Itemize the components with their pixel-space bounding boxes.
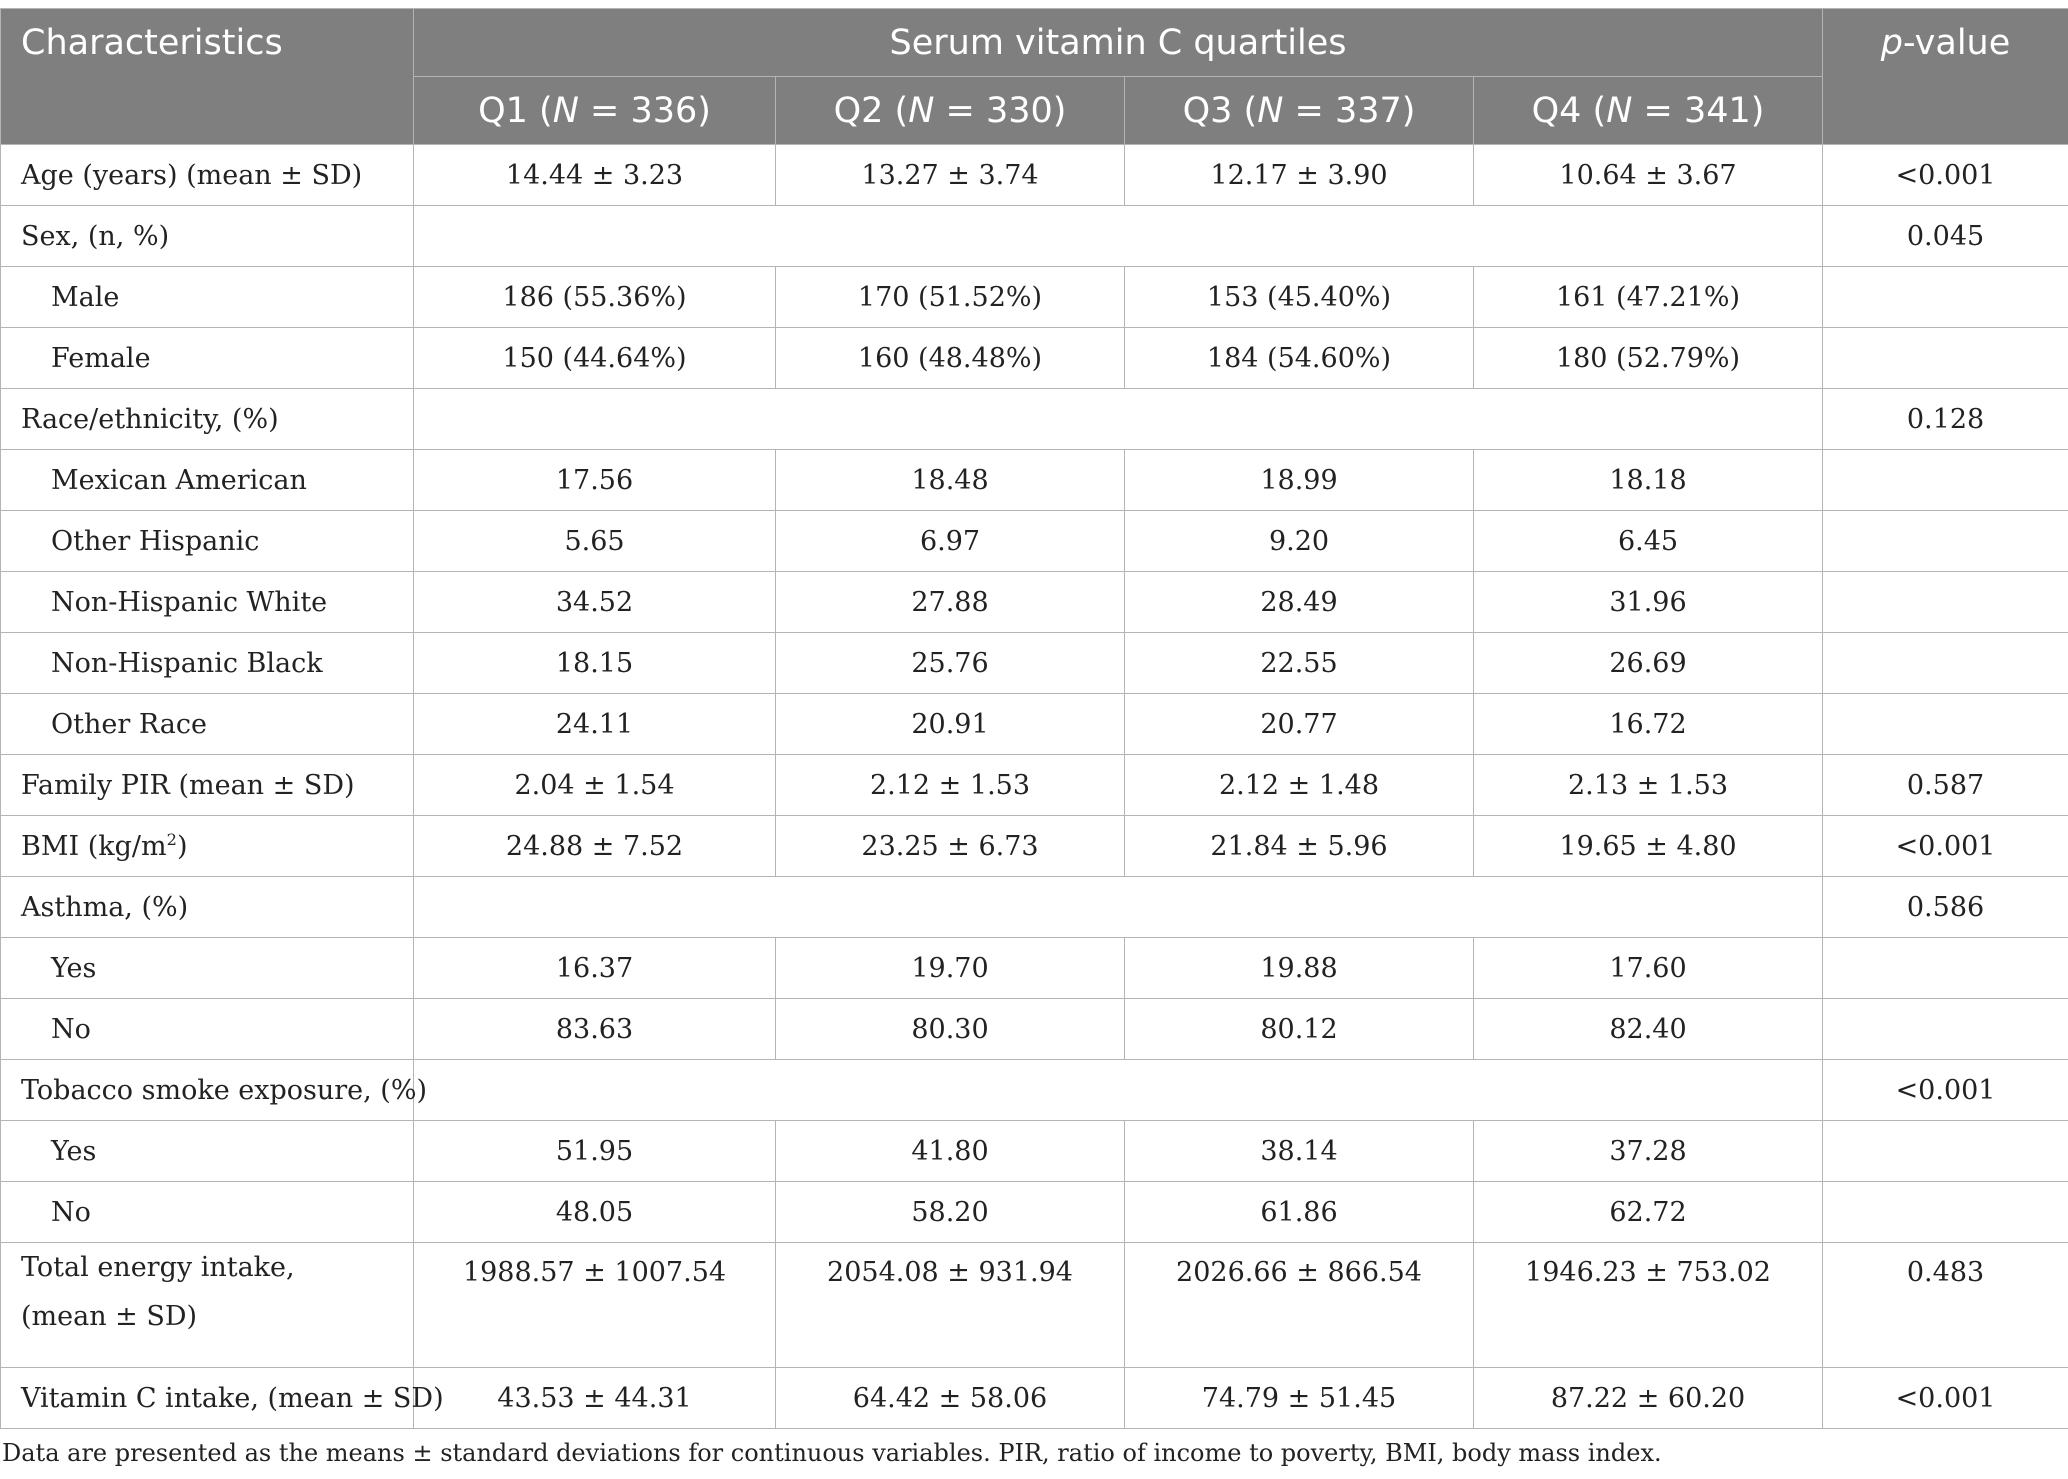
row-label-text: Family PIR (mean ± SD) — [21, 769, 355, 801]
row-label — [1, 1243, 414, 1368]
row-label-text: Female — [51, 342, 151, 374]
q2-value-cell: 41.80 — [776, 1121, 1125, 1182]
table-row — [1, 938, 2068, 999]
row-label-text: Male — [51, 281, 120, 313]
row-label-text: Tobacco smoke exposure, (%) — [21, 1074, 428, 1106]
row-label — [1, 1182, 414, 1243]
row-label-text: Yes — [51, 952, 97, 984]
q1-value-cell: 83.63 — [414, 999, 776, 1060]
group-spacer-cell — [414, 206, 1823, 267]
table-row — [1, 450, 2068, 511]
table-row — [1, 999, 2068, 1060]
row-label-text: No — [51, 1013, 91, 1045]
quartile-n: 337 — [1334, 90, 1402, 131]
row-label-text: Sex, (n, %) — [21, 220, 170, 252]
quartile-n: 341 — [1683, 90, 1751, 131]
q4-value-cell: 31.96 — [1474, 572, 1823, 633]
q4-value-cell: 18.18 — [1474, 450, 1823, 511]
p-value-cell — [1823, 1121, 2068, 1182]
table-row — [1, 877, 2068, 938]
p-value-cell — [1823, 1182, 2068, 1243]
table-row — [1, 816, 2068, 877]
row-label — [1, 450, 414, 511]
q2-value-cell: 2.12 ± 1.53 — [776, 755, 1125, 816]
row-label — [1, 816, 414, 877]
paren-close: ) — [1052, 90, 1067, 131]
p-value-cell: 0.045 — [1823, 206, 2068, 267]
p-value-cell — [1823, 938, 2068, 999]
q4-value-cell: 62.72 — [1474, 1182, 1823, 1243]
q4-value-cell: 82.40 — [1474, 999, 1823, 1060]
table-row — [1, 328, 2068, 389]
row-label — [1, 633, 414, 694]
q2-value-cell: 64.42 ± 58.06 — [776, 1368, 1125, 1429]
q3-value-cell: 38.14 — [1125, 1121, 1474, 1182]
n-symbol: N — [908, 90, 935, 131]
q3-value-cell: 9.20 — [1125, 511, 1474, 572]
row-label-line2: (mean ± SD) — [21, 1301, 198, 1332]
q3-value-cell: 2.12 ± 1.48 — [1125, 755, 1474, 816]
paren-open: ( — [883, 90, 909, 131]
q1-value-cell: 43.53 ± 44.31 — [414, 1368, 776, 1429]
q3-value-cell: 12.17 ± 3.90 — [1125, 145, 1474, 206]
q1-value-cell: 150 (44.64%) — [414, 328, 776, 389]
table-row — [1, 1368, 2068, 1429]
p-value-header-p: p — [1880, 23, 1903, 63]
p-value-cell: <0.001 — [1823, 1368, 2068, 1429]
q3-value-cell: 2026.66 ± 866.54 — [1125, 1243, 1474, 1368]
q3-value-cell: 74.79 ± 51.45 — [1125, 1368, 1474, 1429]
row-label — [1, 145, 414, 206]
table-row — [1, 755, 2068, 816]
q3-value-cell: 21.84 ± 5.96 — [1125, 816, 1474, 877]
q1-value-cell: 34.52 — [414, 572, 776, 633]
row-label — [1, 389, 414, 450]
q4-value-cell: 10.64 ± 3.67 — [1474, 145, 1823, 206]
equals-sign: = — [934, 90, 986, 131]
q1-value-cell: 17.56 — [414, 450, 776, 511]
characteristics-table — [0, 8, 2068, 1429]
q2-value-cell: 6.97 — [776, 511, 1125, 572]
row-label-suffix: ) — [176, 831, 188, 862]
row-label-text: Vitamin C intake, (mean ± SD) — [21, 1382, 444, 1414]
q2-value-cell: 20.91 — [776, 694, 1125, 755]
q2-value-cell: 19.70 — [776, 938, 1125, 999]
paren-close: ) — [697, 90, 711, 131]
p-value-cell: <0.001 — [1823, 145, 2068, 206]
row-label-superscript: 2 — [166, 830, 177, 849]
table-header — [1, 9, 2068, 145]
p-value-cell: <0.001 — [1823, 1060, 2068, 1121]
row-label-text: Race/ethnicity, (%) — [21, 403, 279, 435]
p-value-cell — [1823, 999, 2068, 1060]
q4-value-cell: 87.22 ± 60.20 — [1474, 1368, 1823, 1429]
q2-value-cell: 170 (51.52%) — [776, 267, 1125, 328]
table-footnote: Data are presented as the means ± standard deviations for continuous variables. PIR, ratio of income to poverty, BMI, body mass index. — [2, 1439, 1662, 1467]
row-label-text: No — [51, 1196, 91, 1228]
group-spacer-cell — [414, 1060, 1823, 1121]
q2-value-cell: 58.20 — [776, 1182, 1125, 1243]
row-label-text: Total energy intake, — [21, 1252, 295, 1283]
paren-open: ( — [527, 90, 553, 131]
q1-value-cell: 186 (55.36%) — [414, 267, 776, 328]
q2-value-cell: 80.30 — [776, 999, 1125, 1060]
row-label — [1, 755, 414, 816]
table-row — [1, 389, 2068, 450]
table-row — [1, 267, 2068, 328]
equals-sign: = — [1283, 90, 1335, 131]
q4-value-cell: 16.72 — [1474, 694, 1823, 755]
q2-value-cell: 23.25 ± 6.73 — [776, 816, 1125, 877]
q4-value-cell: 6.45 — [1474, 511, 1823, 572]
q3-value-cell: 20.77 — [1125, 694, 1474, 755]
p-value-cell: 0.587 — [1823, 755, 2068, 816]
q3-value-cell: 18.99 — [1125, 450, 1474, 511]
table-row — [1, 145, 2068, 206]
paren-close: ) — [1750, 90, 1765, 131]
q2-value-cell: 18.48 — [776, 450, 1125, 511]
q2-value-cell: 27.88 — [776, 572, 1125, 633]
row-label — [1, 572, 414, 633]
quartile-label: Q3 — [1182, 90, 1233, 131]
row-label — [1, 938, 414, 999]
table-row — [1, 1060, 2068, 1121]
paren-open: ( — [1232, 90, 1258, 131]
table-row — [1, 511, 2068, 572]
q3-value-cell: 184 (54.60%) — [1125, 328, 1474, 389]
group-spacer-cell — [414, 877, 1823, 938]
q1-value-cell: 24.11 — [414, 694, 776, 755]
characteristics-header: Characteristics — [1, 9, 414, 145]
row-label — [1, 999, 414, 1060]
q3-value-cell: 28.49 — [1125, 572, 1474, 633]
table-row — [1, 633, 2068, 694]
quartile-label: Q4 — [1531, 90, 1582, 131]
row-label-text: Yes — [51, 1135, 97, 1167]
table-row — [1, 694, 2068, 755]
p-value-cell — [1823, 633, 2068, 694]
n-symbol: N — [1257, 90, 1284, 131]
q4-value-cell: 180 (52.79%) — [1474, 328, 1823, 389]
paren-close: ) — [1401, 90, 1416, 131]
q3-value-cell: 153 (45.40%) — [1125, 267, 1474, 328]
row-label — [1, 328, 414, 389]
row-label — [1, 267, 414, 328]
quartile-label: Q2 — [833, 90, 884, 131]
row-label-text: Other Hispanic — [51, 525, 260, 557]
table-row — [1, 1243, 2068, 1368]
n-symbol: N — [552, 90, 579, 131]
q3-value-cell: 22.55 — [1125, 633, 1474, 694]
q1-value-cell: 5.65 — [414, 511, 776, 572]
q2-value-cell: 13.27 ± 3.74 — [776, 145, 1125, 206]
p-value-cell — [1823, 511, 2068, 572]
group-spacer-cell — [414, 389, 1823, 450]
p-value-header-rest: -value — [1902, 23, 2011, 63]
header-row-1 — [1, 9, 2068, 77]
q4-value-cell: 161 (47.21%) — [1474, 267, 1823, 328]
row-label — [1, 694, 414, 755]
q3-value-cell: 19.88 — [1125, 938, 1474, 999]
quartile-header-q3 — [1125, 77, 1474, 145]
n-symbol: N — [1606, 90, 1633, 131]
q2-value-cell: 25.76 — [776, 633, 1125, 694]
q2-value-cell: 2054.08 ± 931.94 — [776, 1243, 1125, 1368]
p-value-cell — [1823, 328, 2068, 389]
equals-sign: = — [1632, 90, 1684, 131]
q1-value-cell: 2.04 ± 1.54 — [414, 755, 776, 816]
table-row — [1, 572, 2068, 633]
p-value-cell — [1823, 694, 2068, 755]
p-value-cell — [1823, 450, 2068, 511]
quartile-n: 330 — [985, 90, 1053, 131]
row-label-text: Non-Hispanic White — [51, 586, 328, 618]
q1-value-cell: 48.05 — [414, 1182, 776, 1243]
q3-value-cell: 61.86 — [1125, 1182, 1474, 1243]
paren-open: ( — [1581, 90, 1607, 131]
p-value-cell: 0.586 — [1823, 877, 2068, 938]
row-label — [1, 877, 414, 938]
q4-value-cell: 2.13 ± 1.53 — [1474, 755, 1823, 816]
quartile-header-q2 — [776, 77, 1125, 145]
p-value-cell: 0.483 — [1823, 1243, 2068, 1368]
quartile-label: Q1 — [478, 90, 528, 131]
p-value-cell: <0.001 — [1823, 816, 2068, 877]
q1-value-cell: 18.15 — [414, 633, 776, 694]
row-label — [1, 511, 414, 572]
table-row — [1, 1121, 2068, 1182]
p-value-cell: 0.128 — [1823, 389, 2068, 450]
quartile-header-q1 — [414, 77, 776, 145]
q4-value-cell: 19.65 ± 4.80 — [1474, 816, 1823, 877]
row-label-text: Non-Hispanic Black — [51, 647, 323, 679]
row-label — [1, 1368, 444, 1429]
row-label-text: BMI (kg/m — [21, 831, 167, 862]
q3-value-cell: 80.12 — [1125, 999, 1474, 1060]
q2-value-cell: 160 (48.48%) — [776, 328, 1125, 389]
quartile-header-q4 — [1474, 77, 1823, 145]
table-container — [0, 8, 2068, 1467]
row-label — [1, 1121, 414, 1182]
q4-value-cell: 37.28 — [1474, 1121, 1823, 1182]
q1-value-cell: 24.88 ± 7.52 — [414, 816, 776, 877]
row-label-text: Other Race — [51, 708, 207, 740]
q1-value-cell: 51.95 — [414, 1121, 776, 1182]
q1-value-cell: 1988.57 ± 1007.54 — [414, 1243, 776, 1368]
table-row — [1, 206, 2068, 267]
table-row — [1, 1182, 2068, 1243]
row-label-text: Age (years) (mean ± SD) — [21, 159, 363, 191]
serum-vitamin-c-group-header: Serum vitamin C quartiles — [414, 9, 1823, 77]
row-label-text: Asthma, (%) — [21, 891, 189, 923]
p-value-cell — [1823, 267, 2068, 328]
q4-value-cell: 17.60 — [1474, 938, 1823, 999]
q1-value-cell: 14.44 ± 3.23 — [414, 145, 776, 206]
row-label — [1, 206, 414, 267]
p-value-cell — [1823, 572, 2068, 633]
q4-value-cell: 1946.23 ± 753.02 — [1474, 1243, 1823, 1368]
row-label-text: Mexican American — [51, 464, 307, 496]
q4-value-cell: 26.69 — [1474, 633, 1823, 694]
row-label — [1, 1060, 428, 1121]
equals-sign: = — [578, 90, 631, 131]
quartile-n: 336 — [630, 90, 698, 131]
table-body — [1, 145, 2068, 1429]
q1-value-cell: 16.37 — [414, 938, 776, 999]
p-value-header — [1823, 9, 2068, 145]
